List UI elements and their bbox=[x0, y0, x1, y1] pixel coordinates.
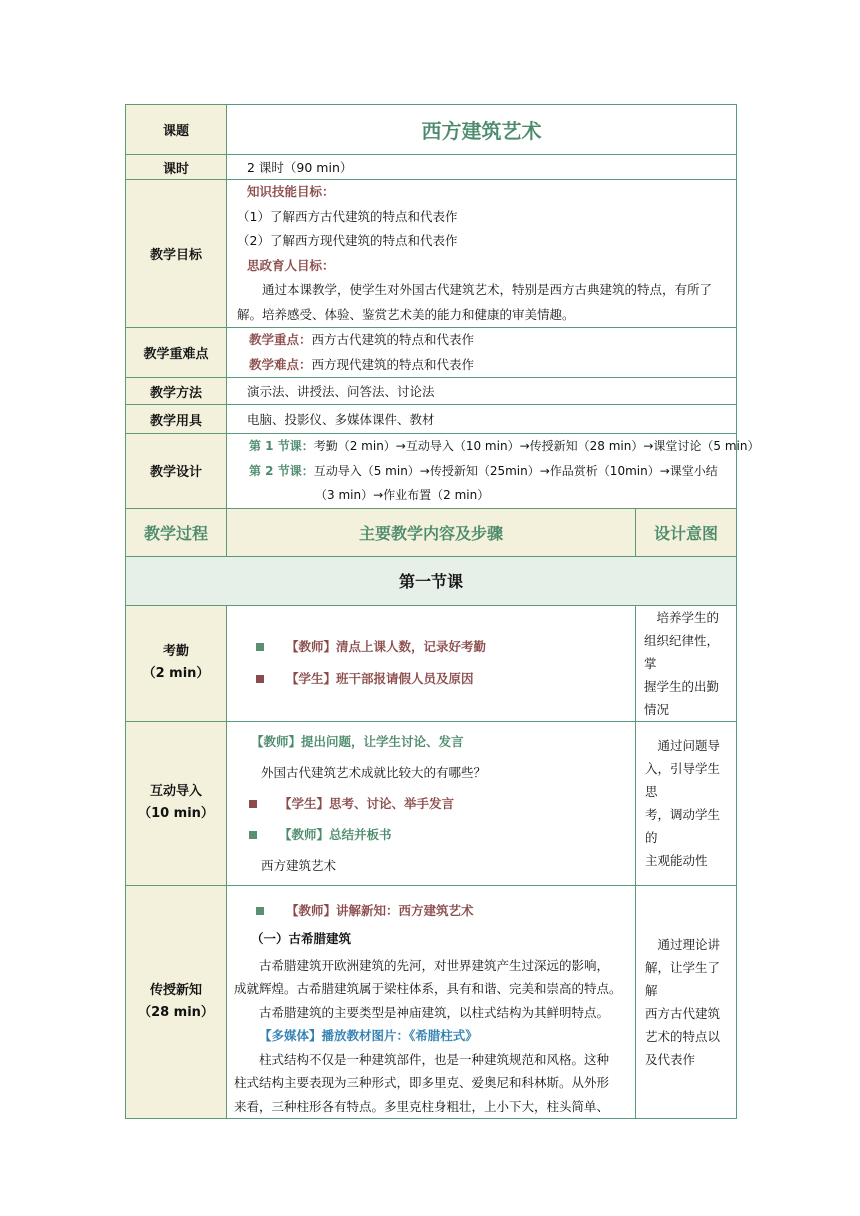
teach-para2: 古希腊建筑的主要类型是神庙建筑，以柱式结构为其鲜明特点。 bbox=[259, 1004, 610, 1020]
teach-time: （28 min） bbox=[138, 1004, 214, 1020]
method-row bbox=[126, 378, 737, 405]
intent-line: 解，让学生了解 bbox=[645, 959, 721, 998]
process-header-row bbox=[126, 508, 737, 556]
intro-intent bbox=[636, 721, 737, 885]
teach-step bbox=[126, 885, 227, 1119]
teach-para3-a: 柱式结构不仅是一种建筑部件，也是一种建筑规范和风格。这种 bbox=[259, 1051, 610, 1067]
teach-media: 【多媒体】播放教材图片：《希腊柱式》 bbox=[259, 1028, 478, 1043]
keypoints-content bbox=[227, 328, 737, 378]
teach-para3-c: 来看，三种柱形各有特点。多里克柱身粗壮，上小下大，柱头简单、 bbox=[234, 1098, 610, 1114]
intent-line: 握学生的出勤 bbox=[644, 678, 720, 694]
content-col-header: 主要教学内容及步骤 bbox=[227, 508, 636, 556]
attendance-step bbox=[126, 605, 227, 721]
teach-subheading-text: （一）古希腊建筑 bbox=[251, 930, 352, 946]
teach-intent bbox=[636, 885, 737, 1119]
intent-line: 培养学生的 bbox=[656, 609, 720, 625]
attendance-content bbox=[227, 605, 636, 721]
objectives-row bbox=[126, 180, 737, 328]
hours-value: 2 课时（90 min） bbox=[227, 155, 737, 180]
bullet-icon bbox=[256, 643, 264, 651]
lesson1-flow: 考勤（2 min）→互动导入（10 min）→传授新知（28 min）→课堂讨论（5 min） bbox=[313, 439, 760, 453]
attendance-teacher: 【教师】清点上课人数，记录好考勤 bbox=[286, 639, 487, 654]
design-label: 教学设计 bbox=[126, 434, 227, 509]
intent-line: 情况 bbox=[644, 701, 670, 717]
lesson2-title: 第 2 节课： bbox=[249, 463, 314, 478]
lesson2-flow: 互动导入（5 min）→传授新知（25min）→作品赏析（10min）→课堂小结 bbox=[313, 463, 718, 478]
intro-teacher-summary: 【教师】总结并板书 bbox=[279, 826, 392, 842]
attendance-intent bbox=[636, 605, 737, 721]
section-row bbox=[126, 556, 737, 605]
bullet-icon bbox=[256, 907, 264, 915]
tools-label: 教学用具 bbox=[126, 405, 227, 434]
bullet-icon bbox=[249, 800, 257, 808]
tools-row bbox=[126, 405, 737, 434]
intent-line: 组织纪律性，掌 bbox=[644, 632, 720, 671]
intent-col-header: 设计意图 bbox=[636, 508, 737, 556]
teach-name: 传授新知 bbox=[149, 982, 202, 998]
intro-step bbox=[126, 721, 227, 885]
intent-line: 考，调动学生的 bbox=[645, 807, 721, 845]
intro-summary-text: 西方建筑艺术 bbox=[261, 857, 337, 873]
lesson1-title: 第 1 节课： bbox=[249, 439, 314, 453]
lesson2-flow-cont: （3 min）→作业布置（2 min） bbox=[315, 488, 490, 502]
knowledge-goal-title: 知识技能目标： bbox=[247, 184, 335, 199]
hours-row bbox=[126, 155, 737, 180]
process-col-header: 教学过程 bbox=[126, 508, 227, 556]
teach-teacher: 【教师】讲解新知：西方建筑艺术 bbox=[286, 902, 474, 918]
objectives-content bbox=[227, 180, 737, 328]
objective-item-2: （2）了解西方现代建筑的特点和代表作 bbox=[237, 233, 458, 248]
difficulty-text: 西方现代建筑的特点和代表作 bbox=[311, 356, 475, 372]
teach-subheading bbox=[234, 924, 628, 954]
intent-line: 通过理论讲 bbox=[657, 936, 721, 952]
teach-para1-a: 古希腊建筑开欧洲建筑的先河，对世界建筑产生过深远的影响， bbox=[259, 957, 610, 973]
key-title: 教学重点： bbox=[249, 332, 312, 347]
attendance-name: 考勤 bbox=[162, 644, 189, 659]
intent-line: 及代表作 bbox=[645, 1051, 696, 1067]
ideology-goal-title: 思政育人目标： bbox=[247, 257, 335, 273]
hours-label: 课时 bbox=[126, 155, 227, 180]
intro-row bbox=[126, 721, 737, 885]
intent-line: 主观能动性 bbox=[645, 853, 708, 868]
intro-content bbox=[227, 721, 636, 885]
topic-row bbox=[126, 105, 737, 155]
attendance-time: （2 min） bbox=[142, 666, 210, 681]
teach-para1-b: 成就辉煌。古希腊建筑属于梁柱体系，具有和谐、完美和崇高的特点。 bbox=[234, 981, 622, 996]
teach-content bbox=[227, 885, 636, 1119]
attendance-student: 【学生】班干部报请假人员及原因 bbox=[286, 671, 474, 686]
lesson-plan-table bbox=[125, 104, 760, 1119]
ideology-text-line2: 解。培养感受、体验、鉴赏艺术美的能力和健康的审美情趣。 bbox=[237, 306, 575, 322]
design-row bbox=[126, 434, 737, 509]
ideology-text-line1: 通过本课教学，使学生对外国古代建筑艺术，特别是西方古典建筑的特点，有所了 bbox=[262, 282, 713, 297]
intent-line: 艺术的特点以 bbox=[645, 1028, 721, 1044]
attendance-row bbox=[126, 605, 737, 721]
intent-line: 通过问题导 bbox=[657, 738, 721, 753]
bullet-icon bbox=[249, 831, 257, 839]
tools-value: 电脑、投影仪、多媒体课件、教材 bbox=[227, 405, 737, 434]
method-label: 教学方法 bbox=[126, 378, 227, 405]
design-content bbox=[227, 434, 760, 509]
bullet-icon bbox=[256, 675, 264, 683]
intent-line: 入，引导学生思 bbox=[645, 761, 721, 799]
method-value: 演示法、讲授法、问答法、讨论法 bbox=[227, 378, 737, 405]
intro-name: 互动导入 bbox=[149, 784, 202, 799]
key-text: 西方古代建筑的特点和代表作 bbox=[311, 332, 475, 347]
objectives-label: 教学目标 bbox=[126, 180, 227, 328]
keypoints-row bbox=[126, 328, 737, 378]
keypoints-label: 教学重难点 bbox=[126, 328, 227, 378]
teach-para3-b: 柱式结构主要表现为三种形式，即多里克、爱奥尼和科林斯。从外形 bbox=[234, 1075, 610, 1090]
teach-row bbox=[126, 885, 737, 1119]
topic-label: 课题 bbox=[126, 105, 227, 155]
difficulty-title: 教学难点： bbox=[249, 356, 312, 372]
topic-title: 西方建筑艺术 bbox=[227, 105, 737, 155]
objective-item-1: （1）了解西方古代建筑的特点和代表作 bbox=[237, 208, 458, 224]
intro-teacher-question: 【教师】提出问题，让学生讨论、发言 bbox=[251, 733, 464, 749]
intro-question: 外国古代建筑艺术成就比较大的有哪些？ bbox=[261, 764, 487, 780]
intent-line: 西方古代建筑 bbox=[645, 1005, 721, 1021]
section-title: 第一节课 bbox=[126, 556, 737, 605]
intro-student: 【学生】思考、讨论、举手发言 bbox=[279, 795, 455, 811]
intro-time: （10 min） bbox=[138, 806, 214, 821]
